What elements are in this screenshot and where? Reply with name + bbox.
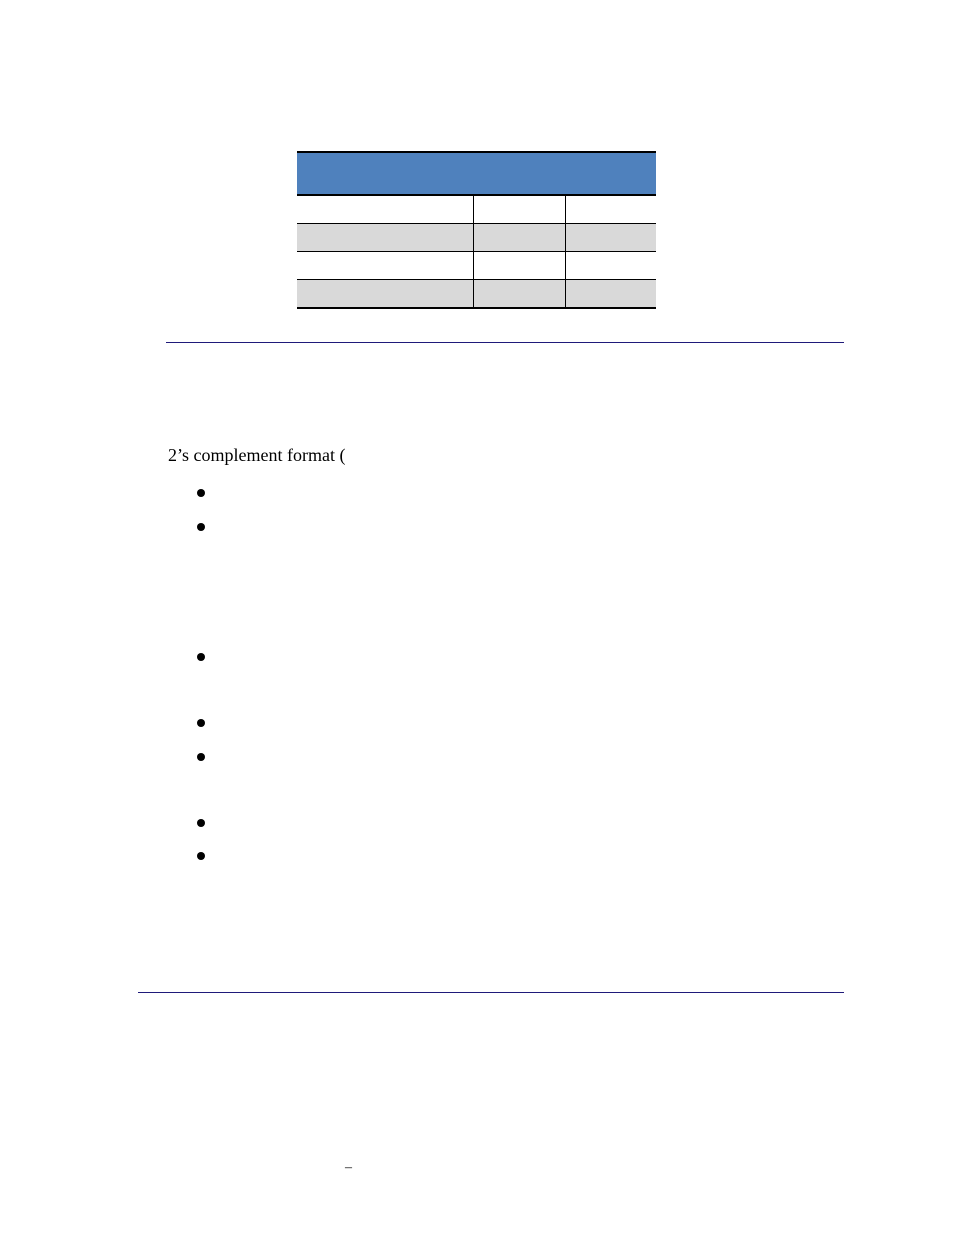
- section-divider: [138, 992, 844, 993]
- data-table: [297, 151, 656, 309]
- table-header-row: [297, 152, 656, 195]
- footer-mark: –: [345, 1160, 352, 1175]
- table-cell: [565, 252, 656, 280]
- table-cell: [297, 224, 473, 252]
- table-cell: [473, 224, 565, 252]
- bullet-point: [197, 753, 205, 761]
- section-divider: [166, 342, 844, 343]
- bullet-point: [197, 489, 205, 497]
- table-cell: [473, 280, 565, 309]
- bullet-point: [197, 852, 205, 860]
- bullet-point: [197, 523, 205, 531]
- table-cell: [473, 195, 565, 224]
- table-cell: [297, 195, 473, 224]
- table-row: [297, 195, 656, 224]
- table-cell: [565, 224, 656, 252]
- table-cell: [297, 252, 473, 280]
- table-cell: [297, 280, 473, 309]
- table-cell: [565, 195, 656, 224]
- body-paragraph: 2’s complement format (: [168, 445, 346, 465]
- table-header: [297, 152, 656, 195]
- table-row: [297, 252, 656, 280]
- table-cell: [473, 252, 565, 280]
- bullet-point: [197, 653, 205, 661]
- table-row: [297, 280, 656, 309]
- table-row: [297, 224, 656, 252]
- bullet-point: [197, 819, 205, 827]
- table-cell: [565, 280, 656, 309]
- bullet-point: [197, 719, 205, 727]
